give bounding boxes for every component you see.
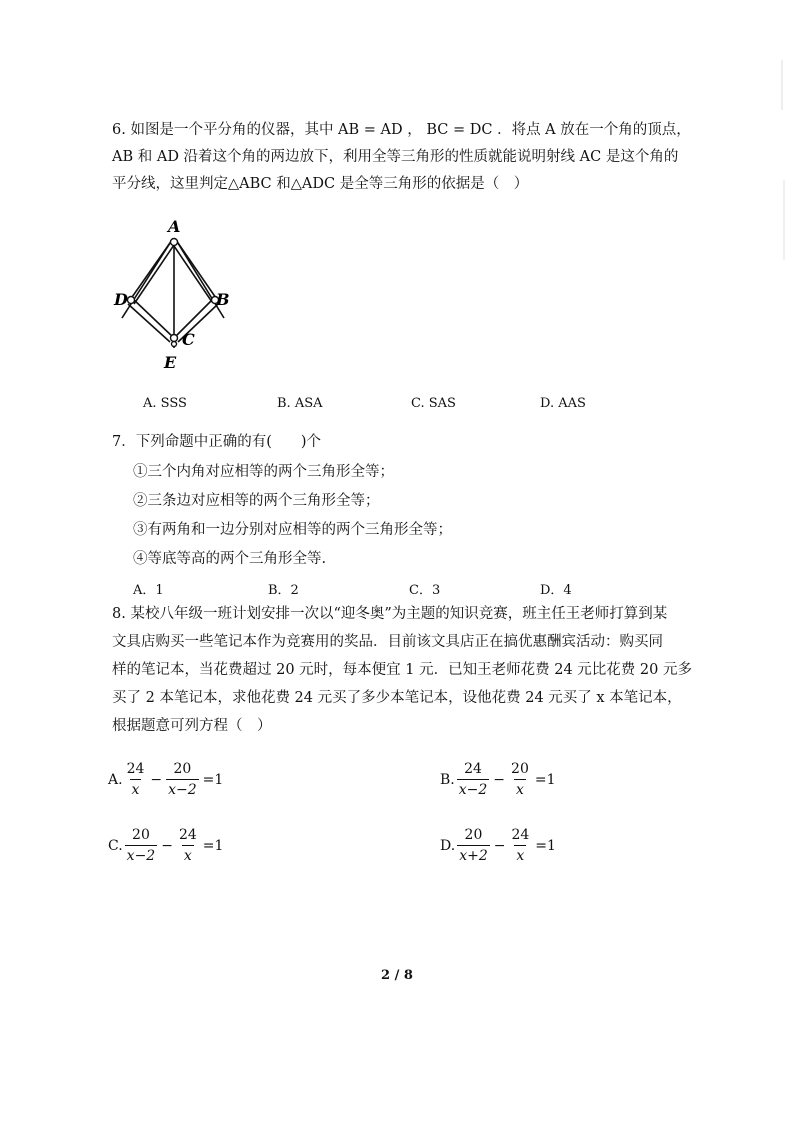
equals-one: =1	[202, 771, 224, 788]
q7-option-d: D．4	[540, 583, 572, 598]
q8-stem-line2: 文具店购买一些笔记本作为竞赛用的奖品．目前该文具店正在搞优惠酬宾活动：购买同	[112, 634, 663, 650]
equals-one: =1	[534, 771, 556, 788]
instrument-bars	[122, 240, 224, 348]
q7-item-3: ③有两角和一边分别对应相等的两个三角形全等；	[133, 522, 452, 538]
q8-stem-line1: 8. 某校八年级一班计划安排一次以“迎冬奥”为主题的知识竞赛，班主任王老师打算到某	[112, 606, 668, 622]
numerator: 20	[132, 827, 150, 843]
q6-option-d: D. AAS	[540, 396, 586, 411]
q6-option-a: A. SSS	[143, 396, 187, 411]
numerator: 20	[511, 761, 529, 777]
numerator: 20	[464, 827, 483, 843]
q7-stem: 7．下列命题中正确的有( )个	[112, 434, 322, 450]
q8-option-b	[440, 760, 558, 799]
q8-stem-line4: 买了 2 本笔记本，求他花费 24 元买了多少本笔记本，设他花费 24 元买了 x 本笔记本，	[112, 690, 682, 706]
denominator: x	[514, 845, 526, 865]
point-b-label: B	[216, 290, 230, 309]
q7-item-2: ②三条边对应相等的两个三角形全等；	[133, 493, 380, 509]
denominator: x+2	[457, 845, 490, 865]
minus-sign: −	[150, 771, 163, 788]
minus-sign: −	[161, 837, 173, 854]
q8-stem-line3: 样的笔记本，当花费超过 20 元时，每本便宜 1 元．已知王老师花费 24 元比花费 20 元多	[112, 662, 692, 678]
q7-item-1: ①三个内角对应相等的两个三角形全等；	[133, 464, 394, 480]
option-letter: D.	[440, 837, 456, 854]
q6-stem-line1: 6. 如图是一个平分角的仪器，其中 AB = AD ， BC = DC ．将点 A 放在一个角的顶点，	[112, 122, 691, 138]
angle-bisector-instrument-diagram	[108, 218, 238, 378]
q8-stem-line5: 根据题意可列方程（ ）	[112, 718, 272, 734]
q6-stem-line3: 平分线，这里判定△ABC 和△ADC 是全等三角形的依据是（ ）	[112, 176, 529, 192]
fraction-2	[166, 760, 199, 799]
q6-option-b: B. ASA	[277, 396, 323, 411]
q7-option-c: C．3	[409, 583, 441, 598]
fraction-1	[125, 760, 147, 799]
q7-item-4: ④等底等高的两个三角形全等.	[133, 551, 327, 567]
page-number: 2 / 8	[381, 968, 413, 983]
numerator: 20	[173, 761, 192, 777]
denominator: x−2	[125, 845, 158, 865]
q7-option-b: B．2	[268, 583, 299, 598]
equals-one: =1	[535, 837, 556, 854]
denominator: x	[130, 779, 142, 799]
denominator: x	[182, 845, 194, 865]
q7-option-a: A．1	[133, 583, 164, 598]
minus-sign: −	[493, 771, 506, 788]
fraction-2	[509, 760, 531, 799]
q8-option-a	[108, 760, 225, 799]
option-letter: B.	[440, 771, 455, 788]
point-e-label: E	[164, 353, 177, 372]
point-d-label: D	[114, 290, 128, 309]
fraction-2	[509, 826, 531, 865]
point-a-label: A	[168, 218, 181, 236]
option-letter: A.	[108, 771, 123, 788]
denominator: x	[514, 779, 526, 799]
equals-one: =1	[202, 837, 224, 854]
denominator: x−2	[166, 779, 199, 799]
fraction-1	[457, 760, 490, 799]
point-c-label: C	[182, 330, 195, 349]
q8-option-c	[108, 826, 225, 865]
fraction-2	[177, 826, 199, 865]
fraction-1	[125, 826, 158, 865]
minus-sign: −	[493, 837, 506, 854]
q8-option-d	[440, 826, 558, 865]
q6-stem-line2: AB 和 AD 沿着这个角的两边放下，利用全等三角形的性质就能说明射线 AC 是这个角的	[112, 149, 679, 165]
numerator: 24	[464, 761, 482, 777]
scan-artifact	[754, 0, 794, 1123]
fraction-1	[457, 826, 490, 865]
denominator: x−2	[457, 779, 490, 799]
numerator: 24	[511, 827, 530, 843]
q6-option-c: C. SAS	[411, 396, 456, 411]
option-letter: C.	[108, 837, 123, 854]
numerator: 24	[126, 761, 145, 777]
numerator: 24	[178, 827, 197, 843]
